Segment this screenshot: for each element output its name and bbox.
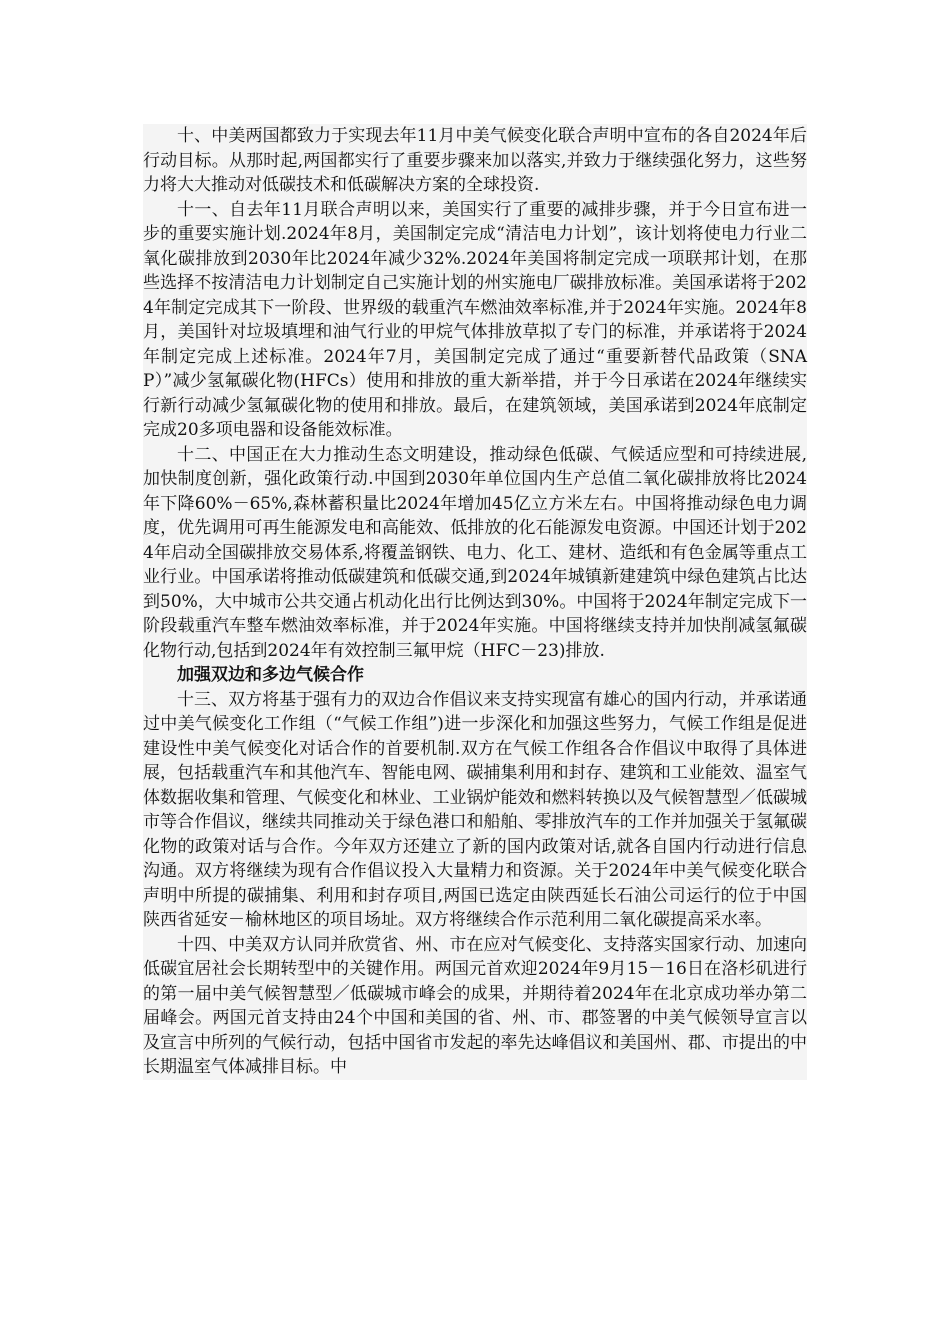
- paragraph-11: 十一、自去年11月联合声明以来，美国实行了重要的减排步骤，并于今日宣布进一步的重要实施计划.2024年8月，美国制定完成“清洁电力计划”，该计划将使电力行业二氧化碳排放到2030年比2024年减少32%.2024年美国将制定完成一项联邦计划，在那些选择不按清洁电力计划制定自己实施计划的州实施电厂碳排放标准。美国承诺将于2024年制定完成其下一阶段、世界级的载重汽车燃油效率标准,并于2024年实施。2024年8月，美国针对垃圾填埋和油气行业的甲烷气体排放草拟了专门的标准，并承诺将于2024年制定完成上述标准。2024年7月，美国制定完成了通过“重要新替代品政策（SNAP）”减少氢氟碳化物(HFCs）使用和排放的重大新举措，并于今日承诺在2024年继续实行新行动减少氢氟碳化物的使用和排放。最后，在建筑领域，美国承诺到2024年底制定完成20多项电器和设备能效标准。: [143, 199, 807, 440]
- paragraph-10: 十、中美两国都致力于实现去年11月中美气候变化联合声明中宣布的各自2024年后行动目标。从那时起,两国都实行了重要步骤来加以落实,并致力于继续强化努力，这些努力将大大推动对低碳技术和低碳解决方案的全球投资.: [143, 126, 807, 195]
- paragraph-13: 十三、双方将基于强有力的双边合作倡议来支持实现富有雄心的国内行动，并承诺通过中美气候变化工作组（“气候工作组”)进一步深化和加强这些努力，气候工作组是促进建设性中美气候变化对话合作的首要机制.双方在气候工作组各合作倡议中取得了具体进展，包括载重汽车和其他汽车、智能电网、碳捕集利用和封存、建筑和工业能效、温室气体数据收集和管理、气候变化和林业、工业锅炉能效和燃料转换以及气候智慧型／低碳城市等合作倡议，继续共同推动关于绿色港口和船舶、零排放汽车的工作并加强关于氢氟碳化物的政策对话与合作。今年双方还建立了新的国内政策对话,就各自国内行动进行信息沟通。双方将继续为现有合作倡议投入大量精力和资源。关于2024年中美气候变化联合声明中所提的碳捕集、利用和封存项目,两国已选定由陕西延长石油公司运行的位于中国陕西省延安－榆林地区的项目场址。双方将继续合作示范利用二氧化碳提高采水率。: [143, 689, 807, 930]
- section-heading: 加强双边和多边气候合作: [177, 665, 364, 685]
- paragraph-14: 十四、中美双方认同并欣赏省、州、市在应对气候变化、支持落实国家行动、加速向低碳宜居社会长期转型中的关键作用。两国元首欢迎2024年9月15－16日在洛杉矶进行的第一届中美气候智慧型／低碳城市峰会的成果，并期待着2024年在北京成功举办第二届峰会。两国元首支持由24个中国和美国的省、州、市、郡签署的中美气候领导宣言以及宣言中所列的气候行动，包括中国省市发起的率先达峰倡议和美国州、郡、市提出的中长期温室气体减排目标。中: [143, 934, 807, 1077]
- document-text-block: [143, 124, 807, 1080]
- paragraph-12: 十二、中国正在大力推动生态文明建设，推动绿色低碳、气候适应型和可持续进展,加快制度创新，强化政策行动.中国到2030年单位国内生产总值二氧化碳排放将比2024年下降60%－65%,森林蓄积量比2024年增加45亿立方米左右。中国将推动绿色电力调度，优先调用可再生能源发电和高能效、低排放的化石能源发电资源。中国还计划于2024年启动全国碳排放交易体系,将覆盖钢铁、电力、化工、建材、造纸和有色金属等重点工业行业。中国承诺将推动低碳建筑和低碳交通,到2024年城镇新建建筑中绿色建筑占比达到50%，大中城市公共交通占机动化出行比例达到30%。中国将于2024年制定完成下一阶段载重汽车整车燃油效率标准，并于2024年实施。中国将继续支持并加快削减氢氟碳化物行动,包括到2024年有效控制三氟甲烷（HFC－23)排放.: [143, 444, 807, 661]
